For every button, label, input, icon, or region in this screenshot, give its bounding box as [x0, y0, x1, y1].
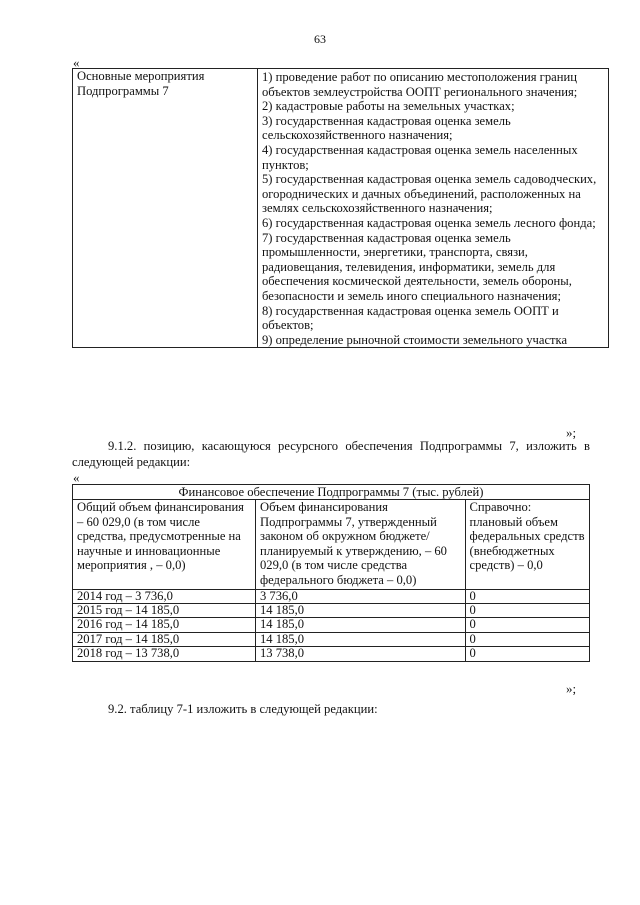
- measures-list: [258, 69, 609, 348]
- measure-item: 1) проведение работ по описанию местоположения границ объектов землеустройства ООПТ регионального значения;: [262, 70, 578, 99]
- finance-head-budget: Объем финансирования Подпрограммы 7, утвержденный законом об окружном бюджете/ планируемый к утверждению, – 60 029,0 (в том числе средства федерального бюджета – 0,0): [255, 500, 465, 590]
- opening-quote: «: [73, 55, 80, 70]
- reference-cell: 0: [465, 589, 589, 603]
- table-row: [73, 589, 590, 603]
- finance-table-title: Финансовое обеспечение Подпрограммы 7 (тыс. рублей): [73, 485, 590, 500]
- measures-table: [72, 68, 609, 348]
- page-number: 63: [314, 32, 326, 46]
- budget-cell: 14 185,0: [255, 618, 465, 632]
- finance-head-reference: Справочно: плановый объем федеральных средств (внебюджетных средств) – 0,0: [465, 500, 589, 590]
- finance-head-total: Общий объем финансирования – 60 029,0 (в том числе средства, предусмотренные на научные и инновационные мероприятия , – 0,0): [73, 500, 256, 590]
- measures-label: Основные мероприятия Подпрограммы 7: [73, 69, 258, 348]
- measure-item: 3) государственная кадастровая оценка земель сельскохозяйственного назначения;: [262, 113, 511, 143]
- measure-item: 9) определение рыночной стоимости земельного участка: [262, 332, 568, 347]
- budget-cell: 14 185,0: [255, 632, 465, 646]
- budget-cell: 14 185,0: [255, 603, 465, 617]
- reference-cell: 0: [465, 647, 589, 661]
- measure-item: 7) государственная кадастровая оценка земель промышленности, энергетики, транспорта, связи, радиовещания, телевидения, информатики, земель для обеспечения космической деятельности, земель обороны, безопасности и земель иного специального назначения;: [262, 230, 572, 303]
- year-total-cell: 2014 год – 3 736,0: [73, 589, 256, 603]
- reference-cell: 0: [465, 618, 589, 632]
- year-total-cell: 2016 год – 14 185,0: [73, 618, 256, 632]
- opening-quote-2: «: [73, 470, 80, 485]
- budget-cell: 13 738,0: [255, 647, 465, 661]
- reference-cell: 0: [465, 632, 589, 646]
- table-row: [73, 603, 590, 617]
- measure-item: 4) государственная кадастровая оценка земель населенных пунктов;: [262, 142, 578, 172]
- year-total-cell: 2018 год – 13 738,0: [73, 647, 256, 661]
- measure-item: 8) государственная кадастровая оценка земель ООПТ и объектов;: [262, 303, 559, 333]
- paragraph-table-7-1: 9.2. таблицу 7-1 изложить в следующей редакции:: [108, 702, 378, 716]
- closing-quote: »;: [566, 425, 577, 440]
- budget-cell: 3 736,0: [255, 589, 465, 603]
- year-total-cell: 2017 год – 14 185,0: [73, 632, 256, 646]
- table-row: [73, 647, 590, 661]
- table-row: [73, 618, 590, 632]
- finance-header-row: [73, 500, 590, 590]
- measure-item: 2) кадастровые работы на земельных участках;: [262, 99, 515, 114]
- year-total-cell: 2015 год – 14 185,0: [73, 603, 256, 617]
- table-row: [73, 632, 590, 646]
- reference-cell: 0: [465, 603, 589, 617]
- measures-row: [73, 69, 609, 348]
- measure-item: 5) государственная кадастровая оценка земель садоводческих, огороднических и дачных объединений, расположенных на землях сельскохозяйственного назначения;: [262, 172, 597, 216]
- paragraph-resource-provision: 9.1.2. позицию, касающуюся ресурсного обеспечения Подпрограммы 7, изложить в следующей редакции:: [72, 439, 590, 469]
- finance-table: [72, 484, 590, 662]
- measure-item: 6) государственная кадастровая оценка земель лесного фонда;: [262, 215, 596, 230]
- closing-quote-2: »;: [566, 681, 577, 696]
